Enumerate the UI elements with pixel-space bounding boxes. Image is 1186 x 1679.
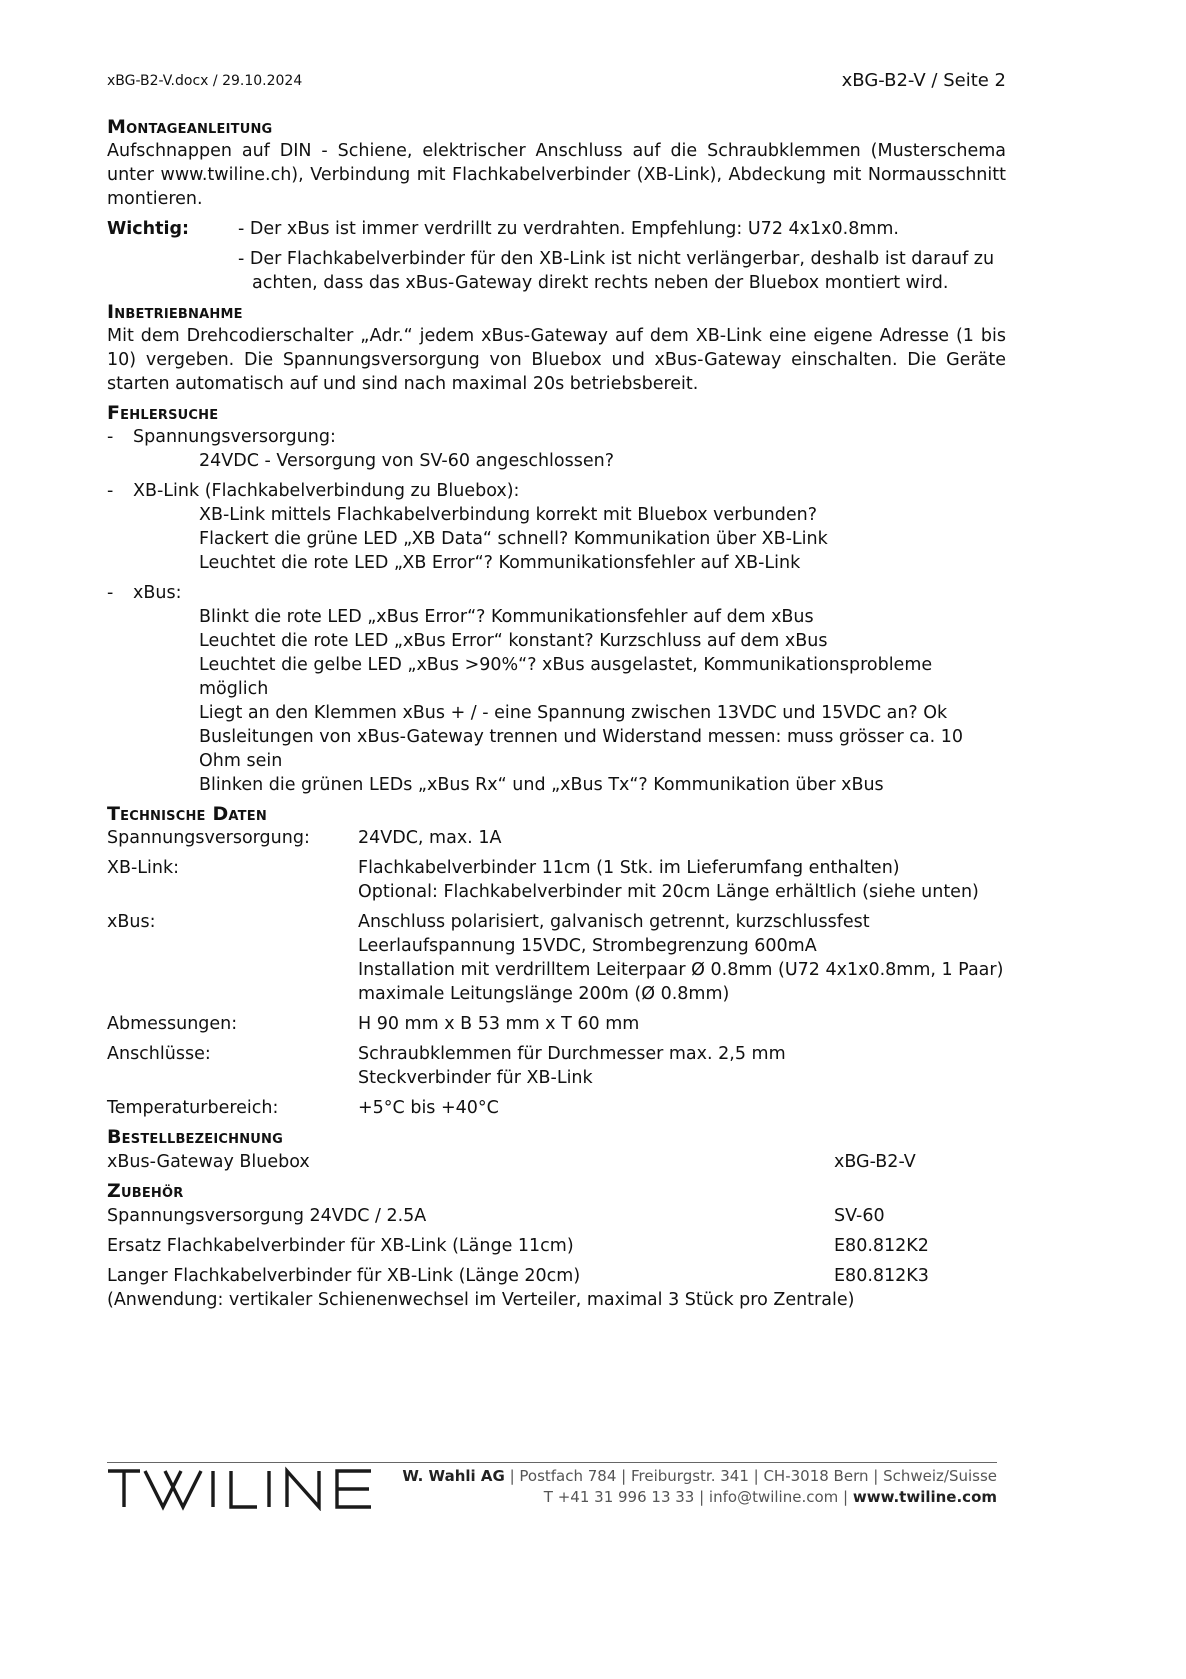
important-block xyxy=(107,217,1006,295)
spec-value: Flachkabelverbinder 11cm (1 Stk. im Lieferumfang enthalten) xyxy=(358,858,900,878)
footer-website-link[interactable]: www.twiline.com xyxy=(852,1488,997,1506)
section-heading-bestellbezeichnung: Bestellbezeichnung xyxy=(107,1126,283,1148)
spec-label: Spannungsversorgung: xyxy=(107,828,310,848)
footer-contact-line xyxy=(402,1487,997,1508)
specs-table xyxy=(107,826,1006,1120)
spec-value: +5°C bis +40°C xyxy=(358,1098,499,1118)
section-heading-technische-daten: Technische Daten xyxy=(107,803,267,825)
spec-row xyxy=(107,910,1006,1006)
order-name: xBus-Gateway Bluebox xyxy=(107,1152,310,1172)
accessory-row xyxy=(107,1264,1006,1288)
section-heading-fehlersuche: Fehlersuche xyxy=(107,402,219,424)
twiline-logo xyxy=(107,1463,377,1511)
important-item: - Der Flachkabelverbinder für den XB-Link ist nicht verlängerbar, deshalb ist darauf zu achten, dass das xBus-Gateway direkt rechts neben der Bluebox montiert wird. xyxy=(238,249,995,293)
accessory-row xyxy=(107,1234,1006,1258)
spec-value: Optional: Flachkabelverbinder mit 20cm Länge erhältlich (siehe unten) xyxy=(358,882,979,902)
footer-address: | Postfach 784 | Freiburgstr. 341 | CH-3018 Bern | Schweiz/Suisse xyxy=(504,1467,997,1485)
footer-address-line xyxy=(402,1466,997,1487)
accessory-name: Spannungsversorgung 24VDC / 2.5A xyxy=(107,1206,427,1226)
spec-value: Leerlaufspannung 15VDC, Strombegrenzung 600mA xyxy=(358,936,817,956)
spec-row xyxy=(107,826,1006,850)
accessory-code: SV-60 xyxy=(834,1206,885,1226)
spec-row xyxy=(107,856,1006,904)
spec-label: Temperaturbereich: xyxy=(107,1098,279,1118)
fehlersuche-check: Blinkt die rote LED „xBus Error“? Kommunikationsfehler auf dem xBus xyxy=(199,607,814,627)
fehlersuche-check: Blinken die grünen LEDs „xBus Rx“ und „xBus Tx“? Kommunikation über xBus xyxy=(199,775,884,795)
fehlersuche-check: Flackert die grüne LED „XB Data“ schnell? Kommunikation über XB-Link xyxy=(199,529,828,549)
section-heading-zubehoer: Zubehör xyxy=(107,1180,184,1202)
important-item: - Der xBus ist immer verdrillt zu verdrahten. Empfehlung: U72 4x1x0.8mm. xyxy=(238,219,899,239)
important-label: Wichtig: xyxy=(107,219,190,239)
fehlersuche-check: Leuchtet die rote LED „XB Error“? Kommunikationsfehler auf XB-Link xyxy=(199,553,801,573)
fehlersuche-item-label: xBus: xyxy=(133,583,182,603)
spec-row xyxy=(107,1012,1006,1036)
spec-value: H 90 mm x B 53 mm x T 60 mm xyxy=(358,1014,640,1034)
fehlersuche-check: XB-Link mittels Flachkabelverbindung korrekt mit Bluebox verbunden? xyxy=(199,505,818,525)
spec-label: xBus: xyxy=(107,912,156,932)
fehlersuche-item xyxy=(107,479,1006,575)
accessory-note: (Anwendung: vertikaler Schienenwechsel im Verteiler, maximal 3 Stück pro Zentrale) xyxy=(107,1290,855,1310)
accessory-row xyxy=(107,1204,1006,1228)
footer-company-info xyxy=(402,1466,997,1508)
important-list xyxy=(238,217,1006,295)
accessory-code: E80.812K3 xyxy=(834,1266,929,1286)
fehlersuche-item xyxy=(107,581,1006,797)
spec-label: Abmessungen: xyxy=(107,1014,238,1034)
order-code: xBG-B2-V xyxy=(834,1152,916,1172)
spec-value: maximale Leitungslänge 200m (Ø 0.8mm) xyxy=(358,984,730,1004)
spec-label: XB-Link: xyxy=(107,858,180,878)
spec-value: 24VDC, max. 1A xyxy=(358,828,502,848)
fehlersuche-check: Leuchtet die rote LED „xBus Error“ konstant? Kurzschluss auf dem xBus xyxy=(199,631,828,651)
fehlersuche-check: Leuchtet die gelbe LED „xBus >90%“? xBus ausgelastet, Kommunikationsprobleme möglich xyxy=(199,655,933,699)
fehlersuche-check: Busleitungen von xBus-Gateway trennen und Widerstand messen: muss grösser ca. 10 Ohm sein xyxy=(199,727,964,771)
spec-label: Anschlüsse: xyxy=(107,1044,211,1064)
spec-row xyxy=(107,1096,1006,1120)
spec-value: Anschluss polarisiert, galvanisch getrennt, kurzschlussfest xyxy=(358,912,870,932)
fehlersuche-item-label: Spannungsversorgung: xyxy=(133,427,336,447)
fehlersuche-check: Liegt an den Klemmen xBus + / - eine Spannung zwischen 13VDC und 15VDC an? Ok xyxy=(199,703,948,723)
accessory-name: Ersatz Flachkabelverbinder für XB-Link (Länge 11cm) xyxy=(107,1236,574,1256)
section-heading-montage: Montageanleitung xyxy=(107,116,273,138)
footer-company: W. Wahli AG xyxy=(402,1467,505,1485)
spec-value: Steckverbinder für XB-Link xyxy=(358,1068,593,1088)
accessory-name: Langer Flachkabelverbinder für XB-Link (Länge 20cm) xyxy=(107,1266,581,1286)
fehlersuche-check: 24VDC - Versorgung von SV-60 angeschlossen? xyxy=(199,451,615,471)
spec-row xyxy=(107,1042,1006,1090)
footer-contact: T +41 31 996 13 33 | info@twiline.com | xyxy=(543,1488,853,1506)
spec-value: Schraubklemmen für Durchmesser max. 2,5 mm xyxy=(358,1044,786,1064)
header-file-info: xBG-B2-V.docx / 29.10.2024 xyxy=(107,73,303,89)
section-heading-inbetriebnahme: Inbetriebnahme xyxy=(107,301,243,323)
fehlersuche-item xyxy=(107,425,1006,473)
document-body xyxy=(107,115,1006,1312)
list-dash: - xyxy=(107,583,114,603)
inbetriebnahme-paragraph: Mit dem Drehcodierschalter „Adr.“ jedem xBus-Gateway auf dem XB-Link eine eigene Adresse (1 bis 10) vergeben. Die Spannungsversorgung von Bluebox und xBus-Gateway einschalten. Die Geräte starten automatisch auf und sind nach maximal 20s betriebsbereit. xyxy=(107,326,1006,394)
header-page-info: xBG-B2-V / Seite 2 xyxy=(841,70,1006,91)
accessory-code: E80.812K2 xyxy=(834,1236,929,1256)
spec-value: Installation mit verdrilltem Leiterpaar Ø 0.8mm (U72 4x1x0.8mm, 1 Paar) xyxy=(358,960,1004,980)
order-row xyxy=(107,1150,1006,1174)
fehlersuche-list xyxy=(107,425,1006,797)
list-dash: - xyxy=(107,481,114,501)
montage-paragraph: Aufschnappen auf DIN - Schiene, elektrischer Anschluss auf die Schraubklemmen (Musterschema unter www.twiline.ch), Verbindung mit Flachkabelverbinder (XB-Link), Abdeckung mit Normausschnitt montieren. xyxy=(107,141,1006,209)
fehlersuche-item-label: XB-Link (Flachkabelverbindung zu Bluebox): xyxy=(133,481,520,501)
list-dash: - xyxy=(107,427,114,447)
